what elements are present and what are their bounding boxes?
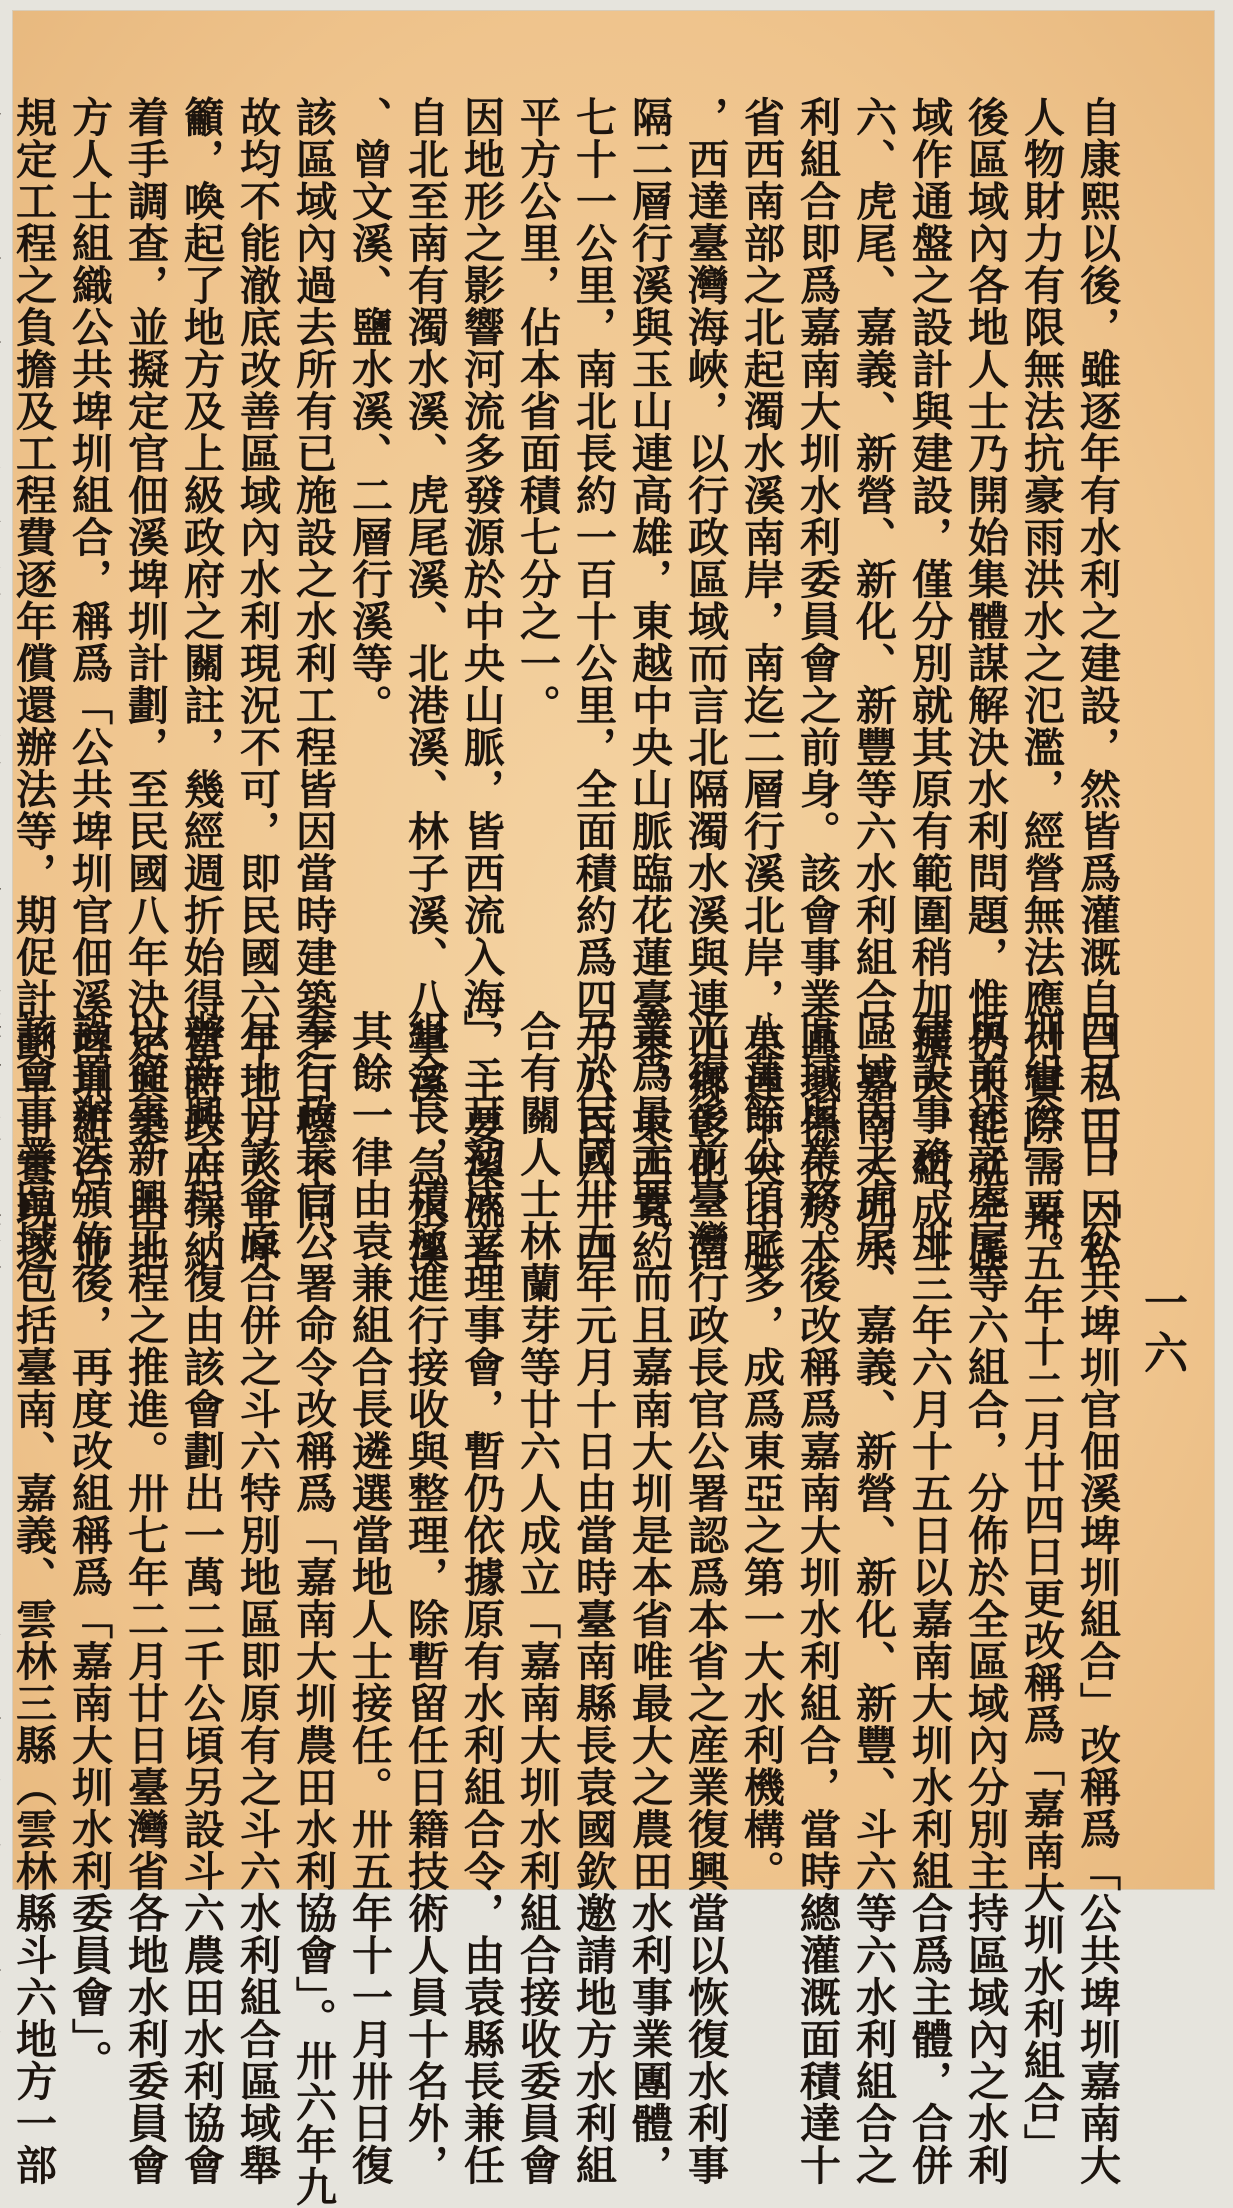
lower-text-block: 四月一日「公共埤圳官佃溪埤圳組合」改稱爲「公共埤圳嘉南大 圳組合」。卅五年十二月廿四日更改稱爲「嘉南大圳水利組合」 與前述之虎尾等六組合，分佈於全區域內分別主持區域內之水利 建設事務，卅三年六月十五日以嘉南大圳水利組合爲主體，合併 區域內之虎尾、嘉義、新營、新化、新豐、斗六等六水利組合之 區域與業務。後改稱爲嘉南大圳水利組合，當時總灌溉面積達十 八萬餘公頃之多，成爲東亞之第一大水利機構。 光復後前臺灣行政長官公署認爲本省之産業復興當以恢復水利事 業爲最主要，而且嘉南大圳是本省唯最大之農田水利事業團體， 乃於民國卅五年元月十日由當時臺南縣長袁國欽邀請地方水利組 合有關人士林蘭芽等廿六人成立「嘉南大圳水利組合接收委員會 」二月初成立理事會，暫仍依據原有水利組合令，由袁縣長兼任 組合長，積極進行接收與整理，除暫留任日籍技術人員十名外， 其餘一律由袁兼組合長遴選當地人士接任。卅五年十一月卅日復 奉行政長官公署命令改稱爲「嘉南大圳農田水利協會」。卅六年九 月十日該會原合併之斗六特別地區即原有之斗六水利組合區域舉 辦新興工程，復由該會劃出一萬二千公頃另設斗六農田水利協會 以從事新興工程之推進。卅七年二月廿日臺灣省各地水利委員會 設置辦法頒佈後，再度改組稱爲「嘉南大圳水利委員會」。 該會事業區域包括臺南、嘉義、雲林三縣（雲林縣斗六地方一部: [9, 1010, 1121, 2208]
upper-text-block: 自康熙以後，雖逐年有水利之建設，然皆爲灌溉自己私田，因私 人物財力有限無法抗豪雨洪水之氾濫，經營無法應付實際需要。 後區域內各地人士乃開始集體謀解決水利問題，惟仍未能就全區 域作通盤之設計與建設，僅分別就其原有範圍稍加擴大，組成斗 六、虎尾、嘉義、新營、新化、新豐等六水利組合。嘉南大圳水 利組合即爲嘉南大圳水利委員會之前身。該會事業區域係位於本 省西南部之北起濁水溪南岸，南迄二層行溪北岸，東連中央山脈 ，西達臺灣海峽，以行政區域而言北隔濁水溪與連山鄉彰化，南 隔二層行溪與玉山連高雄，東越中央山脈臨花蓮臺東，東西寬約 七十一公里，南北長約一百十公里，全面積約爲四千八百八十四 平方公里，佔本省面積七分之一。 因地形之影響河流多發源於中央山脈，皆西流入海，主要溪流者 自北至南有濁水溪、虎尾溪、北港溪、林子溪、八掌溪、急水溪 、曾文溪、鹽水溪、二層行溪等。 該區域內過去所有已施設之水利工程皆因當時建築之目標不同， 故均不能澈底改善區域內水利現況不可，即民國六年地方人士呼 籲，喚起了地方及上級政府之關註，幾經週折始得當時政府採納 着手調查，並擬定官佃溪埤圳計劃，至民國八年決定興築，由地 方人士組織公共埤圳組合，稱爲「公共埤圳官佃溪埤圳組合」並 規定工程之負擔及工程費逐年償還辦法等，期促計劃早日實現遂: [9, 96, 1121, 1272]
document-page: [9, 10, 1215, 2208]
page-number: 一六: [1136, 1280, 1187, 1380]
